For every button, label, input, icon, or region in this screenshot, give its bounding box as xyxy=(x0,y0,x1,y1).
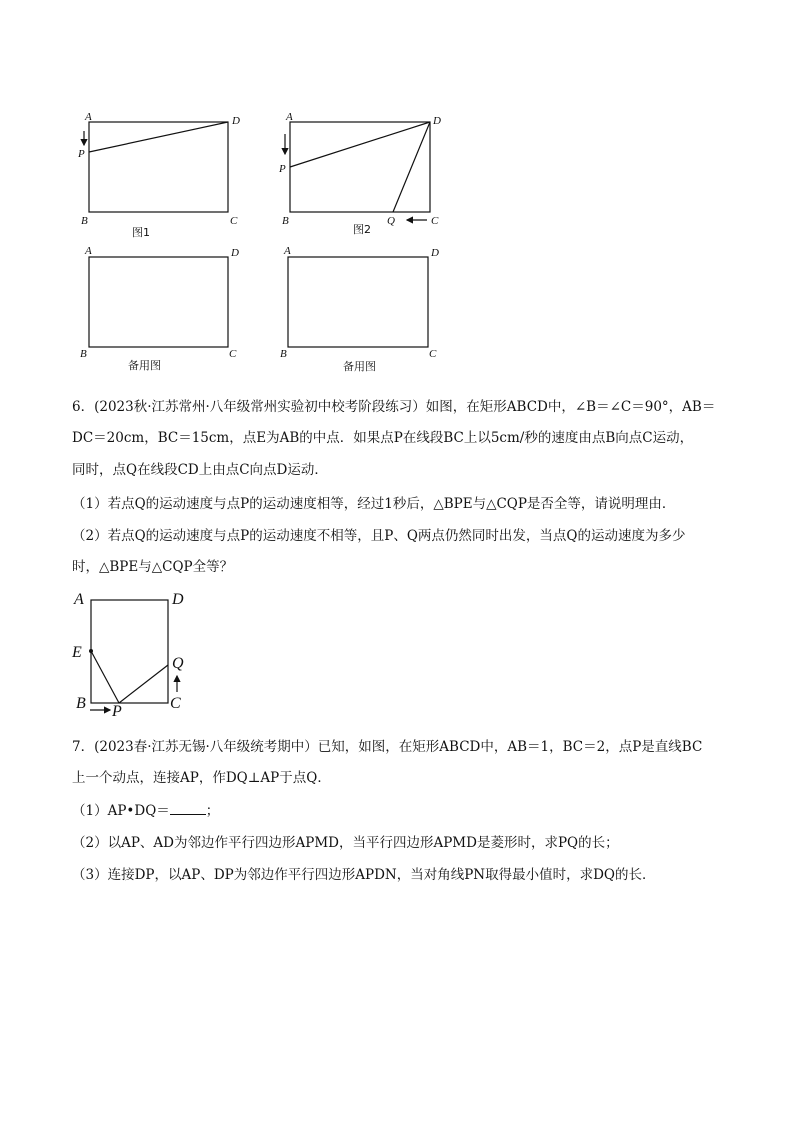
figure-1 xyxy=(77,111,240,239)
problem6-line6: 时，△BPE与△CQP全等？ xyxy=(72,559,234,575)
problem7-line5: （3）连接DP，以AP、DP为邻边作平行四边形APDN，当对角线PN取得最小值时，求DQ的长． xyxy=(72,867,656,883)
p6-label-p: P xyxy=(112,703,122,720)
p6-label-d: D xyxy=(172,591,184,608)
fig1-label-d: D xyxy=(232,115,240,127)
spare2-label-a: A xyxy=(284,245,291,257)
p6-label-e: E xyxy=(72,644,82,661)
fig2-label-q: Q xyxy=(387,215,395,227)
fig1-label-a: A xyxy=(85,111,92,123)
problem6-figure xyxy=(71,591,184,720)
fig2-label-p: P xyxy=(279,163,286,175)
problem6-line4: （1）若点Q的运动速度与点P的运动速度相等，经过1秒后，△BPE与△CQP是否全等，请说明理由． xyxy=(72,496,676,512)
fig2-label-c: C xyxy=(431,215,439,227)
spare1-rectangle xyxy=(89,257,228,347)
problem7-line3-prefix: （1）AP•DQ＝ xyxy=(72,803,170,819)
problem6-line3: 同时，点Q在线段CD上由点C向点D运动． xyxy=(72,462,328,478)
fig2-caption: 图2 xyxy=(353,223,371,236)
problem6-line1: 6．(2023秋·江苏常州·八年级常州实验初中校考阶段练习）如图，在矩形ABCD中，∠B＝∠C＝90°，AB＝ xyxy=(72,399,716,415)
spare-figure-2 xyxy=(280,245,439,373)
problem7-line3-suffix: ； xyxy=(205,803,220,819)
problem6-line2: DC＝20cm，BC＝15cm，点E为AB的中点．如果点P在线段BC上以5cm/秒的速度由点B向点C运动， xyxy=(72,430,694,446)
spare1-label-a: A xyxy=(85,245,92,257)
problem7-line4: （2）以AP、AD为邻边作平行四边形APMD，当平行四边形APMD是菱形时，求PQ的长； xyxy=(72,835,619,851)
p6-rectangle xyxy=(91,600,168,703)
spare2-label-d: D xyxy=(431,247,439,259)
fig1-segment-pd xyxy=(89,122,228,152)
spare1-label-d: D xyxy=(231,247,239,259)
spare-figure-1 xyxy=(80,245,239,372)
fig1-label-b: B xyxy=(81,215,88,227)
fig1-rectangle xyxy=(89,122,228,212)
fig2-label-d: D xyxy=(433,115,441,127)
fig1-label-p: P xyxy=(78,148,85,160)
spare2-caption: 备用图 xyxy=(343,360,376,373)
p6-label-a: A xyxy=(74,591,84,608)
spare1-label-c: C xyxy=(229,348,237,360)
fig2-rectangle xyxy=(290,122,430,212)
problem7-line1: 7．(2023春·江苏无锡·八年级统考期中）已知，如图，在矩形ABCD中，AB＝1，BC＝2，点P是直线BC xyxy=(72,739,703,755)
fig2-segment-dq xyxy=(393,122,430,212)
figure-2 xyxy=(278,111,441,236)
fig2-label-b: B xyxy=(282,215,289,227)
p6-segment-pq xyxy=(119,665,168,703)
problem6-line5: （2）若点Q的运动速度与点P的运动速度不相等，且P、Q两点仍然同时出发，当点Q的运动速度为多少 xyxy=(72,528,686,544)
spare2-label-b: B xyxy=(280,348,287,360)
spare1-label-b: B xyxy=(80,348,87,360)
p6-label-q: Q xyxy=(172,655,184,672)
spare2-rectangle xyxy=(288,257,428,347)
spare2-label-c: C xyxy=(429,348,437,360)
fig2-label-a: A xyxy=(286,111,293,123)
problem7-line2: 上一个动点，连接AP，作DQ⊥AP于点Q． xyxy=(72,770,331,786)
fig2-segment-pd xyxy=(290,122,430,167)
p6-segment-ep xyxy=(91,651,119,703)
fig1-label-c: C xyxy=(230,215,238,227)
spare1-caption: 备用图 xyxy=(128,359,161,372)
p6-label-c: C xyxy=(170,695,181,712)
answer-blank[interactable] xyxy=(170,802,206,815)
fig1-caption: 图1 xyxy=(132,226,150,239)
p6-label-b: B xyxy=(76,695,86,712)
problem7-line3 xyxy=(72,801,732,821)
